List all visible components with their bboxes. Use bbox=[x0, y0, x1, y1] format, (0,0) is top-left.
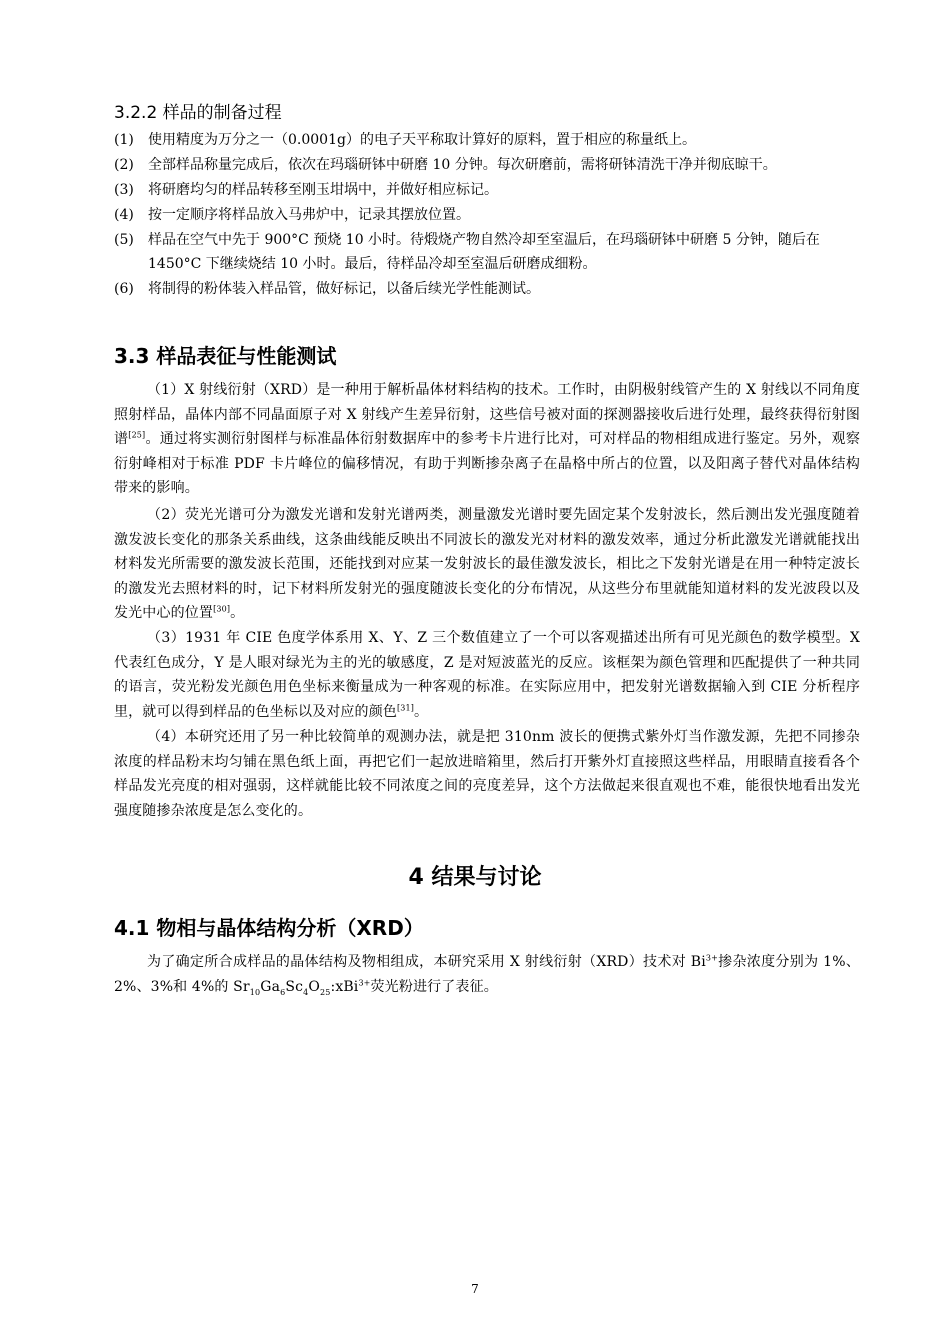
chapter-4-title: 4 结果与讨论 bbox=[408, 865, 542, 890]
paragraph-text: 为了确定所合成样品的晶体结构及物相组成，本研究采用 X 射线衍射（XRD）技术对 Bi bbox=[147, 954, 706, 970]
citation-ref: [30] bbox=[213, 604, 231, 614]
step-text: 按一定顺序将样品放入马弗炉中，记录其摆放位置。 bbox=[148, 207, 470, 223]
list-item bbox=[114, 277, 859, 301]
paragraph-text: O bbox=[308, 978, 320, 995]
list-item bbox=[114, 228, 859, 276]
paragraph-text: （4）本研究还用了另一种比较简单的观测办法，就是把 310nm 波长的便携式紫外灯当作激发源，先把不同掺杂浓度的样品粉末均匀铺在黑色纸上面，再把它们一起放进暗箱里，然后打开紫外灯直接照这些样品，用眼睛直接看各个样品发光亮度的相对强弱，这样就能比较不同浓度之间的亮度差异，这个方法做起来很直观也不难，能很快地看出发光强度随掺杂浓度是怎么变化的。 bbox=[114, 729, 860, 819]
superscript: 3+ bbox=[705, 953, 718, 963]
step-text: 样品在空气中先于 900°C 预烧 10 小时。待煅烧产物自然冷却至室温后，在玛瑙研钵中研磨 5 分钟，随后在 1450°C 下继续烧结 10 小时。最后，待样品冷却至室温后研磨成细粉。 bbox=[148, 232, 820, 272]
paragraph-text: 。 bbox=[230, 605, 245, 621]
paragraph-text: （1）X 射线衍射（XRD）是一种用于解析晶体材料结构的技术。工作时，由阴极射线管产生的 X 射线以不同角度照射样品，晶体内部不同晶面原子对 X 射线产生差异衍射，这些信号被对面的探测器接收后进行处理，最终获得衍射图谱 bbox=[114, 382, 860, 447]
list-item bbox=[114, 128, 859, 152]
subscript: 6 bbox=[280, 987, 286, 997]
step-number: (6) bbox=[114, 281, 134, 297]
paragraph-text: 。通过将实测衍射图样与标准晶体衍射数据库中的参考卡片进行比对，可对样品的物相组成进行鉴定。另外，观察衍射峰相对于标准 PDF 卡片峰位的偏移情况，有助于判断掺杂离子在晶格中所占的位置，以及阳离子替代对晶体结构带来的影响。 bbox=[114, 431, 860, 496]
subscript: 25 bbox=[319, 987, 331, 997]
paragraph-text: （2）荧光光谱可分为激发光谱和发射光谱两类，测量激发光谱时要先固定某个发射波长，然后测出发光强度随着激发波长变化的那条关系曲线，这条曲线能反映出不同波长的激发光对材料的激发效率，通过分析此激发光谱就能找出材料发光所需要的激发波长范围，还能找到对应某一发射波长的最佳激发波长，相比之下发射光谱是在用一种特定波长的激发光去照材料的时，记下材料所发射光的强度随波长变化的分布情况，从这些分布里就能知道材料的发光波段以及发光中心的位置 bbox=[114, 507, 860, 621]
paragraph-fluorescence bbox=[114, 503, 860, 626]
subscript: 10 bbox=[249, 987, 261, 997]
step-text: 将制得的粉体装入样品管，做好标记，以备后续光学性能测试。 bbox=[148, 281, 540, 297]
paragraph-text: （3）1931 年 CIE 色度学体系用 X、Y、Z 三个数值建立了一个可以客观描述出所有可见光颜色的数学模型。X 代表红色成分，Y 是人眼对绿光为主的光的敏感度，Z 是对短波蓝光的反应。该框架为颜色管理和匹配提供了一种共同的语言，荧光粉发光颜色用色坐标来衡量成为一种客观的标准。在实际应用中，把发射光谱数据输入到 CIE 分析程序里，就可以得到样品的色坐标以及对应的颜色 bbox=[114, 630, 860, 720]
paragraph-cie bbox=[114, 626, 860, 724]
heading-4-1: 4.1 物相与晶体结构分析（XRD） bbox=[114, 916, 424, 940]
preparation-steps-list bbox=[114, 128, 859, 302]
list-item bbox=[114, 153, 859, 177]
paragraph-xrd bbox=[114, 378, 860, 501]
paragraph-text: 荧光粉进行了表征。 bbox=[370, 978, 498, 995]
list-item bbox=[114, 178, 859, 202]
paragraph-text: Sc bbox=[285, 978, 304, 995]
step-number: (4) bbox=[114, 207, 134, 223]
page-number: 7 bbox=[471, 1282, 479, 1296]
step-number: (2) bbox=[114, 157, 134, 173]
subscript: 4 bbox=[303, 987, 309, 997]
heading-3-3: 3.3 样品表征与性能测试 bbox=[114, 344, 337, 368]
step-text: 将研磨均匀的样品转移至刚玉坩埚中，并做好相应标记。 bbox=[148, 182, 498, 198]
paragraph-uv-observation bbox=[114, 725, 860, 823]
citation-ref: [31] bbox=[397, 702, 415, 712]
list-item bbox=[114, 203, 859, 227]
paragraph-text: Ga bbox=[260, 978, 281, 995]
paragraph-text: :xBi bbox=[330, 978, 359, 995]
paragraph-text: 。 bbox=[414, 703, 429, 720]
heading-3-2-2: 3.2.2 样品的制备过程 bbox=[114, 103, 282, 123]
paragraph-xrd-intro bbox=[114, 950, 860, 999]
paragraph-text: 掺杂浓度分别为 1%、2%、3%和 4%的 Sr bbox=[114, 954, 860, 995]
step-number: (5) bbox=[114, 232, 134, 248]
step-text: 全部样品称量完成后，依次在玛瑙研钵中研磨 10 分钟。每次研磨前，需将研钵清洗干净并彻底晾干。 bbox=[148, 157, 777, 173]
step-text: 使用精度为万分之一（0.0001g）的电子天平称取计算好的原料，置于相应的称量纸上。 bbox=[148, 132, 696, 148]
citation-ref: [25] bbox=[128, 430, 146, 440]
step-number: (1) bbox=[114, 132, 134, 148]
superscript: 3+ bbox=[358, 977, 371, 987]
step-number: (3) bbox=[114, 182, 134, 198]
